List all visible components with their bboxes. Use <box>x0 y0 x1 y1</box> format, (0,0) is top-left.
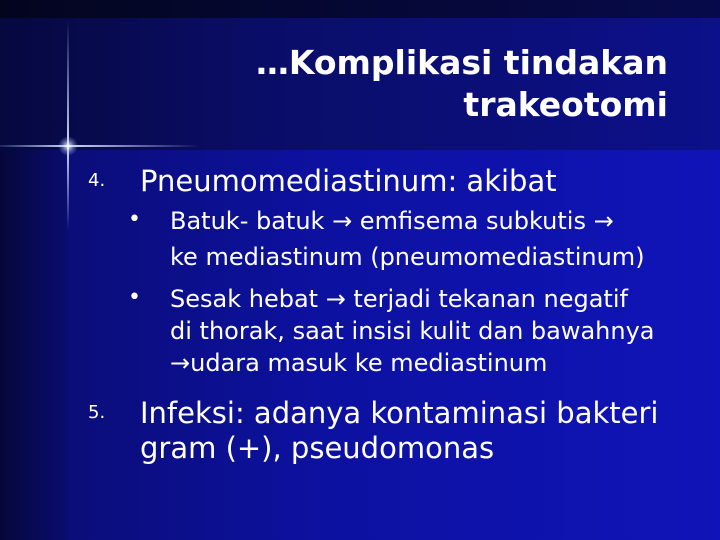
item-5-line-2: gram (+), pseudomonas <box>140 431 495 465</box>
slide-title-line-2: trakeotomi <box>463 85 668 124</box>
slide-title-line-1: …Komplikasi tindakan <box>255 43 668 82</box>
slide-title <box>148 42 668 126</box>
bullet-2-line-3: →udara masuk ke mediastinum <box>170 349 548 377</box>
bullet-2-line-2: di thorak, saat insisi kulit dan bawahnya <box>170 317 655 345</box>
star-flare-vertical <box>67 20 69 230</box>
bullet-1-line-2: ke mediastinum (pneumomediastinum) <box>170 243 645 271</box>
bullet-marker-2: • <box>128 285 141 310</box>
item-text-pneumomediastinum: Pneumomediastinum: akibat <box>140 164 557 198</box>
bullet-marker-1: • <box>128 207 141 232</box>
background-top-band <box>0 0 720 18</box>
item-number-4: 4. <box>88 170 106 191</box>
bullet-1-line-1: Batuk- batuk → emfisema subkutis → <box>170 207 614 235</box>
item-number-5: 5. <box>88 402 106 423</box>
star-flare-center <box>58 136 78 156</box>
background-left-band <box>0 150 68 540</box>
bullet-2-line-1: Sesak hebat → terjadi tekanan negatif <box>170 285 628 313</box>
item-5-line-1: Infeksi: adanya kontaminasi bakteri <box>140 396 659 430</box>
star-flare-horizontal <box>0 145 200 147</box>
